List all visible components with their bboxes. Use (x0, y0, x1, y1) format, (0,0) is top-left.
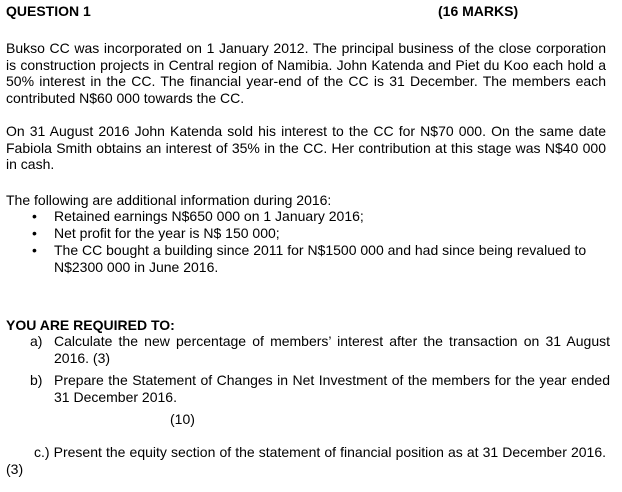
bullet-text: The CC bought a building since 2011 for N$1500 000 and had since being revalued to N$2300 000 in June 2016. (54, 242, 587, 275)
bullet-icon: • (32, 225, 37, 241)
required-item-c (6, 444, 606, 477)
required-item-b (0, 372, 610, 405)
required-item-b-marks: (10) (170, 411, 195, 427)
bullet-icon: • (32, 242, 37, 258)
required-list (0, 333, 610, 405)
list-item (0, 208, 610, 225)
item-label: a) (30, 333, 43, 349)
bullet-text: Net profit for the year is N$ 150 000; (54, 225, 280, 241)
additional-info-list (0, 208, 610, 276)
list-item (0, 242, 610, 275)
bullet-icon: • (32, 208, 37, 224)
bullet-text: Retained earnings N$650 000 on 1 January 2016; (54, 208, 364, 224)
intro-paragraph: Bukso CC was incorporated on 1 January 2012. The principal business of the close corporation is construction projects in Central region of Namibia. John Katenda and Piet du Koo each hold a 50% interest in the CC. The financial year-end of the CC is 31 December. The members each contributed N$60 000 towards the CC. (6, 40, 606, 106)
question-title: QUESTION 1 (6, 3, 91, 19)
item-text: Prepare the Statement of Changes in Net Investment of the members for the year ended 31 December 2016. (54, 372, 610, 405)
required-item-a (0, 333, 610, 366)
list-item (0, 225, 610, 242)
question-header (6, 3, 606, 21)
item-label: b) (30, 372, 43, 388)
item-text: Calculate the new percentage of members’ interest after the transaction on 31 August 2016. (3) (54, 333, 610, 366)
additional-info-intro: The following are additional information during 2016: (6, 192, 332, 208)
transaction-paragraph: On 31 August 2016 John Katenda sold his interest to the CC for N$70 000. On the same date Fabiola Smith obtains an interest of 35% in the CC. Her contribution at this stage was N$40 000 in cash. (6, 123, 606, 172)
item-text: c.) Present the equity section of the statement of financial position as at 31 December 2016. (3) (6, 444, 606, 477)
required-heading: YOU ARE REQUIRED TO: (6, 317, 175, 333)
question-marks: (16 MARKS) (438, 3, 519, 19)
